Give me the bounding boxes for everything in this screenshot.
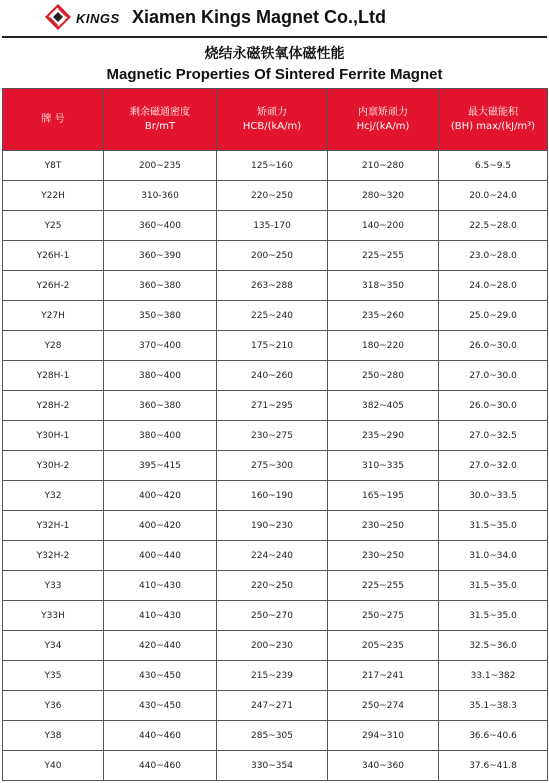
- cell-max-energy-product: 32.5~36.0: [439, 631, 548, 661]
- cell-coercivity: 225~240: [217, 301, 328, 331]
- cell-max-energy-product: 36.6~40.6: [439, 721, 548, 751]
- logo-wordmark: KINGS: [76, 11, 120, 26]
- table-row: [3, 151, 548, 181]
- cell-coercivity: 135-170: [217, 211, 328, 241]
- cell-coercivity: 271~295: [217, 391, 328, 421]
- cell-max-energy-product: 31.5~35.0: [439, 601, 548, 631]
- cell-coercivity: 220~250: [217, 181, 328, 211]
- cell-intrinsic-coercivity: 250~275: [328, 601, 439, 631]
- cell-max-energy-product: 27.0~32.5: [439, 421, 548, 451]
- cell-intrinsic-coercivity: 280~320: [328, 181, 439, 211]
- column-header-unit: Hcj/(kA/m): [356, 120, 410, 132]
- cell-grade: Y27H: [3, 301, 104, 331]
- cell-intrinsic-coercivity: 310~335: [328, 451, 439, 481]
- column-header-max-energy-product: [439, 89, 548, 151]
- cell-grade: Y28H-2: [3, 391, 104, 421]
- table-header-row: [3, 89, 548, 151]
- cell-intrinsic-coercivity: 225~255: [328, 571, 439, 601]
- table-row: [3, 241, 548, 271]
- table-row: [3, 691, 548, 721]
- cell-remanence: 395~415: [104, 451, 217, 481]
- cell-coercivity: 200~250: [217, 241, 328, 271]
- cell-coercivity: 263~288: [217, 271, 328, 301]
- cell-intrinsic-coercivity: 382~405: [328, 391, 439, 421]
- cell-grade: Y33H: [3, 601, 104, 631]
- cell-grade: Y35: [3, 661, 104, 691]
- cell-remanence: 440~460: [104, 751, 217, 781]
- cell-grade: Y36: [3, 691, 104, 721]
- cell-remanence: 410~430: [104, 571, 217, 601]
- cell-coercivity: 330~354: [217, 751, 328, 781]
- table-row: [3, 571, 548, 601]
- table-row: [3, 301, 548, 331]
- cell-coercivity: 160~190: [217, 481, 328, 511]
- column-header-label: 牌 号: [41, 113, 65, 125]
- cell-max-energy-product: 20.0~24.0: [439, 181, 548, 211]
- table-row: [3, 511, 548, 541]
- cell-coercivity: 125~160: [217, 151, 328, 181]
- table-row: [3, 661, 548, 691]
- cell-remanence: 370~400: [104, 331, 217, 361]
- cell-max-energy-product: 25.0~29.0: [439, 301, 548, 331]
- cell-coercivity: 230~275: [217, 421, 328, 451]
- cell-coercivity: 220~250: [217, 571, 328, 601]
- cell-grade: Y28H-1: [3, 361, 104, 391]
- cell-remanence: 200~235: [104, 151, 217, 181]
- column-header-label: 内禀矫顽力: [358, 106, 408, 118]
- cell-intrinsic-coercivity: 230~250: [328, 511, 439, 541]
- cell-max-energy-product: 26.0~30.0: [439, 391, 548, 421]
- table-row: [3, 361, 548, 391]
- table-row: [3, 391, 548, 421]
- cell-coercivity: 247~271: [217, 691, 328, 721]
- cell-coercivity: 240~260: [217, 361, 328, 391]
- cell-coercivity: 285~305: [217, 721, 328, 751]
- table-body: [3, 151, 548, 781]
- cell-intrinsic-coercivity: 140~200: [328, 211, 439, 241]
- cell-max-energy-product: 31.5~35.0: [439, 571, 548, 601]
- column-header-remanence: [104, 89, 217, 151]
- cell-remanence: 400~420: [104, 511, 217, 541]
- cell-grade: Y26H-2: [3, 271, 104, 301]
- cell-grade: Y8T: [3, 151, 104, 181]
- cell-max-energy-product: 37.6~41.8: [439, 751, 548, 781]
- column-header-label: 矫顽力: [257, 106, 287, 118]
- cell-remanence: 360~380: [104, 271, 217, 301]
- cell-remanence: 410~430: [104, 601, 217, 631]
- cell-grade: Y30H-1: [3, 421, 104, 451]
- column-header-unit: HCB/(kA/m): [242, 120, 302, 132]
- cell-grade: Y30H-2: [3, 451, 104, 481]
- cell-intrinsic-coercivity: 235~290: [328, 421, 439, 451]
- cell-max-energy-product: 6.5~9.5: [439, 151, 548, 181]
- cell-intrinsic-coercivity: 205~235: [328, 631, 439, 661]
- cell-intrinsic-coercivity: 318~350: [328, 271, 439, 301]
- column-header-intrinsic-coercivity: [328, 89, 439, 151]
- cell-coercivity: 200~230: [217, 631, 328, 661]
- page-header: [0, 0, 549, 38]
- cell-grade: Y32: [3, 481, 104, 511]
- table-row: [3, 451, 548, 481]
- cell-max-energy-product: 27.0~32.0: [439, 451, 548, 481]
- title-english: Magnetic Properties Of Sintered Ferrite Magnet: [106, 66, 443, 83]
- title-chinese: 烧结永磁铁氧体磁性能: [204, 46, 345, 62]
- cell-grade: Y38: [3, 721, 104, 751]
- column-header-label: 最大磁能积: [468, 106, 518, 118]
- cell-remanence: 360~390: [104, 241, 217, 271]
- cell-intrinsic-coercivity: 165~195: [328, 481, 439, 511]
- cell-max-energy-product: 22.5~28.0: [439, 211, 548, 241]
- column-header-unit: Br/mT: [144, 120, 176, 132]
- table-row: [3, 751, 548, 781]
- cell-max-energy-product: 26.0~30.0: [439, 331, 548, 361]
- cell-grade: Y22H: [3, 181, 104, 211]
- cell-grade: Y28: [3, 331, 104, 361]
- cell-grade: Y26H-1: [3, 241, 104, 271]
- cell-remanence: 380~400: [104, 361, 217, 391]
- cell-max-energy-product: 30.0~33.5: [439, 481, 548, 511]
- cell-grade: Y40: [3, 751, 104, 781]
- table-row: [3, 631, 548, 661]
- cell-intrinsic-coercivity: 250~274: [328, 691, 439, 721]
- column-header-unit: (BH) max/(kJ/m³): [450, 120, 536, 132]
- cell-grade: Y32H-2: [3, 541, 104, 571]
- cell-intrinsic-coercivity: 294~310: [328, 721, 439, 751]
- cell-max-energy-product: 24.0~28.0: [439, 271, 548, 301]
- properties-table: [2, 88, 548, 781]
- column-header-label: 剩余磁通密度: [130, 106, 190, 118]
- cell-intrinsic-coercivity: 250~280: [328, 361, 439, 391]
- table-row: [3, 271, 548, 301]
- cell-remanence: 430~450: [104, 661, 217, 691]
- cell-max-energy-product: 23.0~28.0: [439, 241, 548, 271]
- cell-grade: Y34: [3, 631, 104, 661]
- cell-remanence: 360~400: [104, 211, 217, 241]
- cell-grade: Y25: [3, 211, 104, 241]
- column-header-coercivity: [217, 89, 328, 151]
- cell-coercivity: 175~210: [217, 331, 328, 361]
- cell-intrinsic-coercivity: 210~280: [328, 151, 439, 181]
- cell-coercivity: 190~230: [217, 511, 328, 541]
- header-divider: [2, 36, 547, 38]
- table-row: [3, 331, 548, 361]
- cell-grade: Y32H-1: [3, 511, 104, 541]
- cell-intrinsic-coercivity: 225~255: [328, 241, 439, 271]
- cell-remanence: 400~420: [104, 481, 217, 511]
- cell-intrinsic-coercivity: 230~250: [328, 541, 439, 571]
- cell-remanence: 440~460: [104, 721, 217, 751]
- cell-intrinsic-coercivity: 235~260: [328, 301, 439, 331]
- table-row: [3, 421, 548, 451]
- cell-coercivity: 275~300: [217, 451, 328, 481]
- cell-coercivity: 224~240: [217, 541, 328, 571]
- cell-max-energy-product: 35.1~38.3: [439, 691, 548, 721]
- table-row: [3, 541, 548, 571]
- table-row: [3, 721, 548, 751]
- cell-remanence: 400~440: [104, 541, 217, 571]
- cell-remanence: 420~440: [104, 631, 217, 661]
- cell-max-energy-product: 33.1~382: [439, 661, 548, 691]
- cell-intrinsic-coercivity: 217~241: [328, 661, 439, 691]
- table-row: [3, 181, 548, 211]
- cell-remanence: 430~450: [104, 691, 217, 721]
- cell-intrinsic-coercivity: 340~360: [328, 751, 439, 781]
- cell-max-energy-product: 27.0~30.0: [439, 361, 548, 391]
- cell-max-energy-product: 31.5~35.0: [439, 511, 548, 541]
- kings-logo-icon: [44, 3, 72, 31]
- cell-max-energy-product: 31.0~34.0: [439, 541, 548, 571]
- cell-coercivity: 250~270: [217, 601, 328, 631]
- cell-coercivity: 215~239: [217, 661, 328, 691]
- column-header-grade: [3, 89, 104, 151]
- cell-remanence: 360~380: [104, 391, 217, 421]
- cell-intrinsic-coercivity: 180~220: [328, 331, 439, 361]
- cell-remanence: 380~400: [104, 421, 217, 451]
- table-row: [3, 211, 548, 241]
- table-row: [3, 601, 548, 631]
- company-name: Xiamen Kings Magnet Co.,Ltd: [132, 7, 387, 27]
- cell-remanence: 310-360: [104, 181, 217, 211]
- cell-remanence: 350~380: [104, 301, 217, 331]
- table-row: [3, 481, 548, 511]
- cell-grade: Y33: [3, 571, 104, 601]
